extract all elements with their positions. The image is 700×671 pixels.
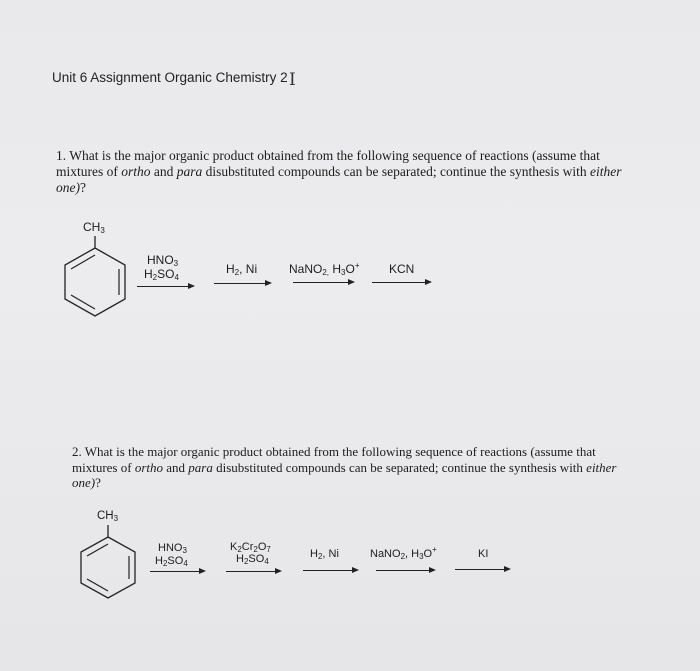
q1-start-substituent: $CH_3$ [83,220,105,235]
q2-step4-arrow [376,570,434,571]
q2-step1-reagent-top: $HNO_3$ [158,542,187,555]
q2-step2-arrow [226,571,280,572]
question-2-text: 2. What is the major organic product obtained from the following sequence of reactions (assume that mixtures of ortho and para disubstituted compounds can be separated; continue the synthesis with either one)? [72,444,617,490]
q2-step3-arrow [303,570,357,571]
q2-step2-reagent-bottom: $H_2SO_4$ [236,553,269,566]
q1-step3-arrow [293,282,353,283]
question-1-text: 1. What is the major organic product obtained from the following sequence of reactions (assume that mixtures of ortho and para disubstituted compounds can be separated; continue the synthesis with either one)? [56,148,622,195]
q1-step1-reagent-bottom: $H_2SO_4$ [144,267,179,282]
page-title: Unit 6 Assignment Organic Chemistry 2 [52,70,288,85]
q2-step3-reagent: $H_2$, Ni [310,548,339,561]
q1-step1-reagent-top: $HNO_3$ [147,253,179,268]
q2-step4-reagent: NaNO$_2$, $H_3O^+$ [370,545,437,561]
q1-step3-reagent: NaNO$_{2,}$ $H_3O^+$ [289,261,360,277]
q2-step1-reagent-bottom: $H_2SO_4$ [155,555,188,568]
q2-step5-arrow [455,569,509,570]
q2-step2-reagent-top: $K_2Cr_2O_7$ [230,541,271,554]
q1-step4-reagent: KCN [389,262,415,276]
q1-step4-arrow [372,282,430,283]
q1-step2-reagent: $H_2$, Ni [226,262,258,277]
q2-benzene-ring [75,525,141,601]
text-cursor-icon: I [289,70,296,90]
q1-step1-arrow [137,286,193,287]
q1-benzene-ring [58,236,132,318]
q2-step1-arrow [150,571,204,572]
q2-start-substituent: $CH_3$ [97,510,119,523]
q2-step5-reagent: KI [478,548,489,560]
q1-step2-arrow [214,283,270,284]
